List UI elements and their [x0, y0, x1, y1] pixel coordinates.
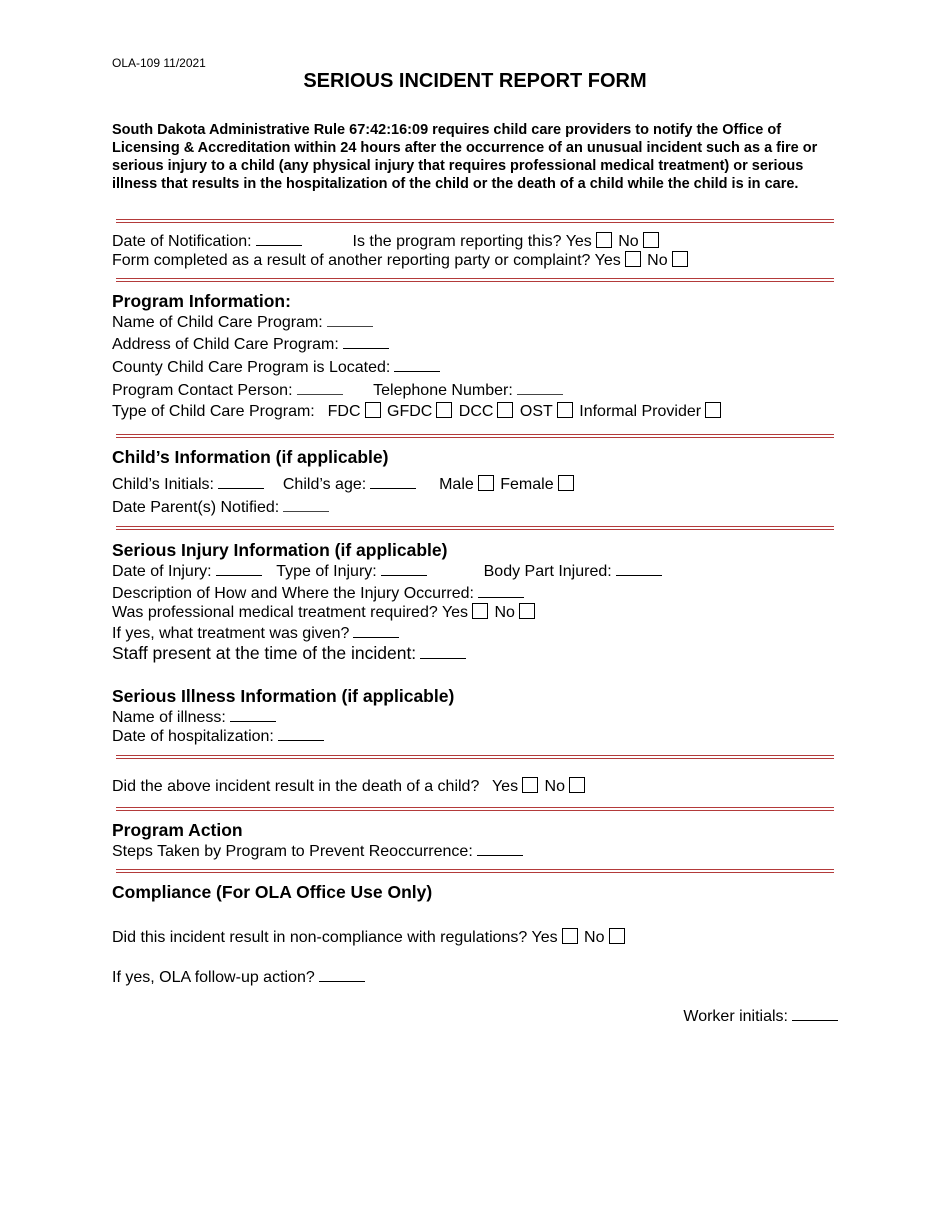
- death-no-checkbox[interactable]: [569, 777, 585, 793]
- medical-treatment-no-checkbox[interactable]: [519, 603, 535, 619]
- followup-field[interactable]: [319, 967, 365, 982]
- worker-initials-row: [683, 1006, 838, 1027]
- medical-treatment-row: [112, 603, 537, 623]
- child-age-label: Child’s age:: [282, 476, 367, 493]
- type-informal-label: Informal Provider: [579, 403, 702, 420]
- program-name-field[interactable]: [327, 312, 373, 327]
- section-divider: [116, 869, 834, 873]
- injury-date-field[interactable]: [216, 561, 262, 576]
- yes-label: Yes: [565, 233, 592, 250]
- body-part-label: Body Part Injured:: [483, 563, 612, 580]
- worker-initials-label: Worker initials:: [683, 1008, 788, 1025]
- no-label: No: [618, 233, 639, 250]
- followup-label: If yes, OLA follow-up action?: [112, 969, 315, 986]
- medical-treatment-label: Was professional medical treatment required?: [112, 604, 438, 621]
- staff-present-row: [112, 643, 466, 663]
- child-initials-field[interactable]: [218, 474, 264, 489]
- other-party-yes-checkbox[interactable]: [625, 251, 641, 267]
- treatment-given-row: [112, 623, 399, 644]
- noncompliance-no-checkbox[interactable]: [609, 928, 625, 944]
- program-address-row: [112, 334, 389, 355]
- prevention-steps-row: [112, 841, 523, 862]
- yes-label: Yes: [594, 252, 621, 269]
- medical-treatment-yes-checkbox[interactable]: [472, 603, 488, 619]
- type-fdc-checkbox[interactable]: [365, 402, 381, 418]
- program-info-heading: Program Information:: [112, 291, 291, 311]
- program-county-label: County Child Care Program is Located:: [112, 359, 391, 376]
- noncompliance-row: [112, 928, 627, 948]
- type-fdc-label: FDC: [327, 403, 361, 420]
- program-action-heading: Program Action: [112, 820, 243, 840]
- section-divider: [116, 755, 834, 759]
- program-reporting-no-checkbox[interactable]: [643, 232, 659, 248]
- illness-name-row: [112, 707, 276, 728]
- program-contact-label: Program Contact Person:: [112, 382, 293, 399]
- injury-description-row: [112, 583, 524, 604]
- noncompliance-yes-checkbox[interactable]: [562, 928, 578, 944]
- intro-paragraph: South Dakota Administrative Rule 67:42:16:09 requires child care providers to notify the Office of Licensing & Accreditation within 24 hours after the occurrence of an unusual incident such as a fire or serious injury to a child (any physical injury that requires professional medical treatment) or serious illness that results in the hospitalization of the child or the death of a child while the child is in care.: [112, 122, 818, 192]
- parent-notified-label: Date Parent(s) Notified:: [112, 499, 280, 516]
- treatment-given-label: If yes, what treatment was given?: [112, 625, 350, 642]
- hospitalization-label: Date of hospitalization:: [112, 728, 274, 745]
- yes-label: Yes: [441, 604, 469, 621]
- staff-present-field[interactable]: [420, 644, 466, 659]
- illness-name-label: Name of illness:: [112, 709, 226, 726]
- yes-label: Yes: [491, 778, 519, 795]
- date-of-notification-label: Date of Notification:: [112, 233, 252, 250]
- child-info-row: [112, 474, 576, 495]
- page-title: SERIOUS INCIDENT REPORT FORM: [303, 70, 647, 92]
- treatment-given-field[interactable]: [353, 623, 399, 638]
- type-gfdc-checkbox[interactable]: [436, 402, 452, 418]
- parent-notified-field[interactable]: [283, 497, 329, 512]
- death-label: Did the above incident result in the death of a child?: [112, 778, 480, 795]
- injury-date-label: Date of Injury:: [112, 563, 212, 580]
- program-county-field[interactable]: [394, 357, 440, 372]
- no-label: No: [494, 604, 515, 621]
- body-part-field[interactable]: [616, 561, 662, 576]
- death-yes-checkbox[interactable]: [522, 777, 538, 793]
- staff-present-label: Staff present at the time of the incident:: [112, 643, 417, 663]
- program-type-label: Type of Child Care Program:: [112, 403, 315, 420]
- program-address-field[interactable]: [343, 334, 389, 349]
- child-info-heading: Child’s Information (if applicable): [112, 447, 389, 467]
- noncompliance-label: Did this incident result in non-compliance with regulations?: [112, 929, 528, 946]
- program-reporting-yes-checkbox[interactable]: [596, 232, 612, 248]
- followup-row: [112, 967, 365, 988]
- no-label: No: [647, 252, 668, 269]
- injury-row: [112, 561, 662, 582]
- yes-label: Yes: [531, 929, 558, 946]
- no-label: No: [584, 929, 605, 946]
- date-of-notification-field[interactable]: [256, 231, 302, 246]
- type-dcc-checkbox[interactable]: [497, 402, 513, 418]
- form-id: OLA-109 11/2021: [112, 56, 206, 70]
- telephone-field[interactable]: [517, 380, 563, 395]
- program-name-row: [112, 312, 373, 333]
- other-party-no-checkbox[interactable]: [672, 251, 688, 267]
- notification-row: [112, 231, 661, 252]
- program-contact-field[interactable]: [297, 380, 343, 395]
- male-checkbox[interactable]: [478, 475, 494, 491]
- injury-info-heading: Serious Injury Information (if applicable): [112, 540, 448, 560]
- section-divider: [116, 807, 834, 811]
- other-party-row: [112, 251, 690, 271]
- hospitalization-field[interactable]: [278, 726, 324, 741]
- female-label: Female: [500, 476, 554, 493]
- type-gfdc-label: GFDC: [387, 403, 433, 420]
- injury-description-label: Description of How and Where the Injury Occurred:: [112, 585, 474, 602]
- death-row: [112, 777, 587, 797]
- type-informal-checkbox[interactable]: [705, 402, 721, 418]
- section-divider: [116, 278, 834, 282]
- program-county-row: [112, 357, 440, 378]
- section-divider: [116, 219, 834, 223]
- injury-description-field[interactable]: [478, 583, 524, 598]
- no-label: No: [544, 778, 565, 795]
- program-reporting-label: Is the program reporting this?: [352, 233, 562, 250]
- illness-name-field[interactable]: [230, 707, 276, 722]
- compliance-heading: Compliance (For OLA Office Use Only): [112, 882, 433, 902]
- other-party-label: Form completed as a result of another reporting party or complaint?: [112, 252, 591, 269]
- section-divider: [116, 434, 834, 438]
- male-label: Male: [439, 476, 474, 493]
- type-dcc-label: DCC: [458, 403, 494, 420]
- type-ost-checkbox[interactable]: [557, 402, 573, 418]
- program-type-row: [112, 402, 723, 422]
- program-name-label: Name of Child Care Program:: [112, 314, 323, 331]
- program-address-label: Address of Child Care Program:: [112, 336, 339, 353]
- illness-info-heading: Serious Illness Information (if applicable): [112, 686, 455, 706]
- section-divider: [116, 526, 834, 530]
- telephone-label: Telephone Number:: [373, 382, 513, 399]
- prevention-steps-field[interactable]: [477, 841, 523, 856]
- worker-initials-field[interactable]: [792, 1006, 838, 1021]
- female-checkbox[interactable]: [558, 475, 574, 491]
- child-age-field[interactable]: [370, 474, 416, 489]
- prevention-steps-label: Steps Taken by Program to Prevent Reoccurrence:: [112, 843, 473, 860]
- injury-type-label: Type of Injury:: [276, 563, 377, 580]
- hospitalization-row: [112, 726, 324, 747]
- injury-type-field[interactable]: [381, 561, 427, 576]
- parent-notified-row: [112, 497, 329, 518]
- child-initials-label: Child’s Initials:: [112, 476, 214, 493]
- program-contact-row: [112, 380, 563, 401]
- type-ost-label: OST: [519, 403, 553, 420]
